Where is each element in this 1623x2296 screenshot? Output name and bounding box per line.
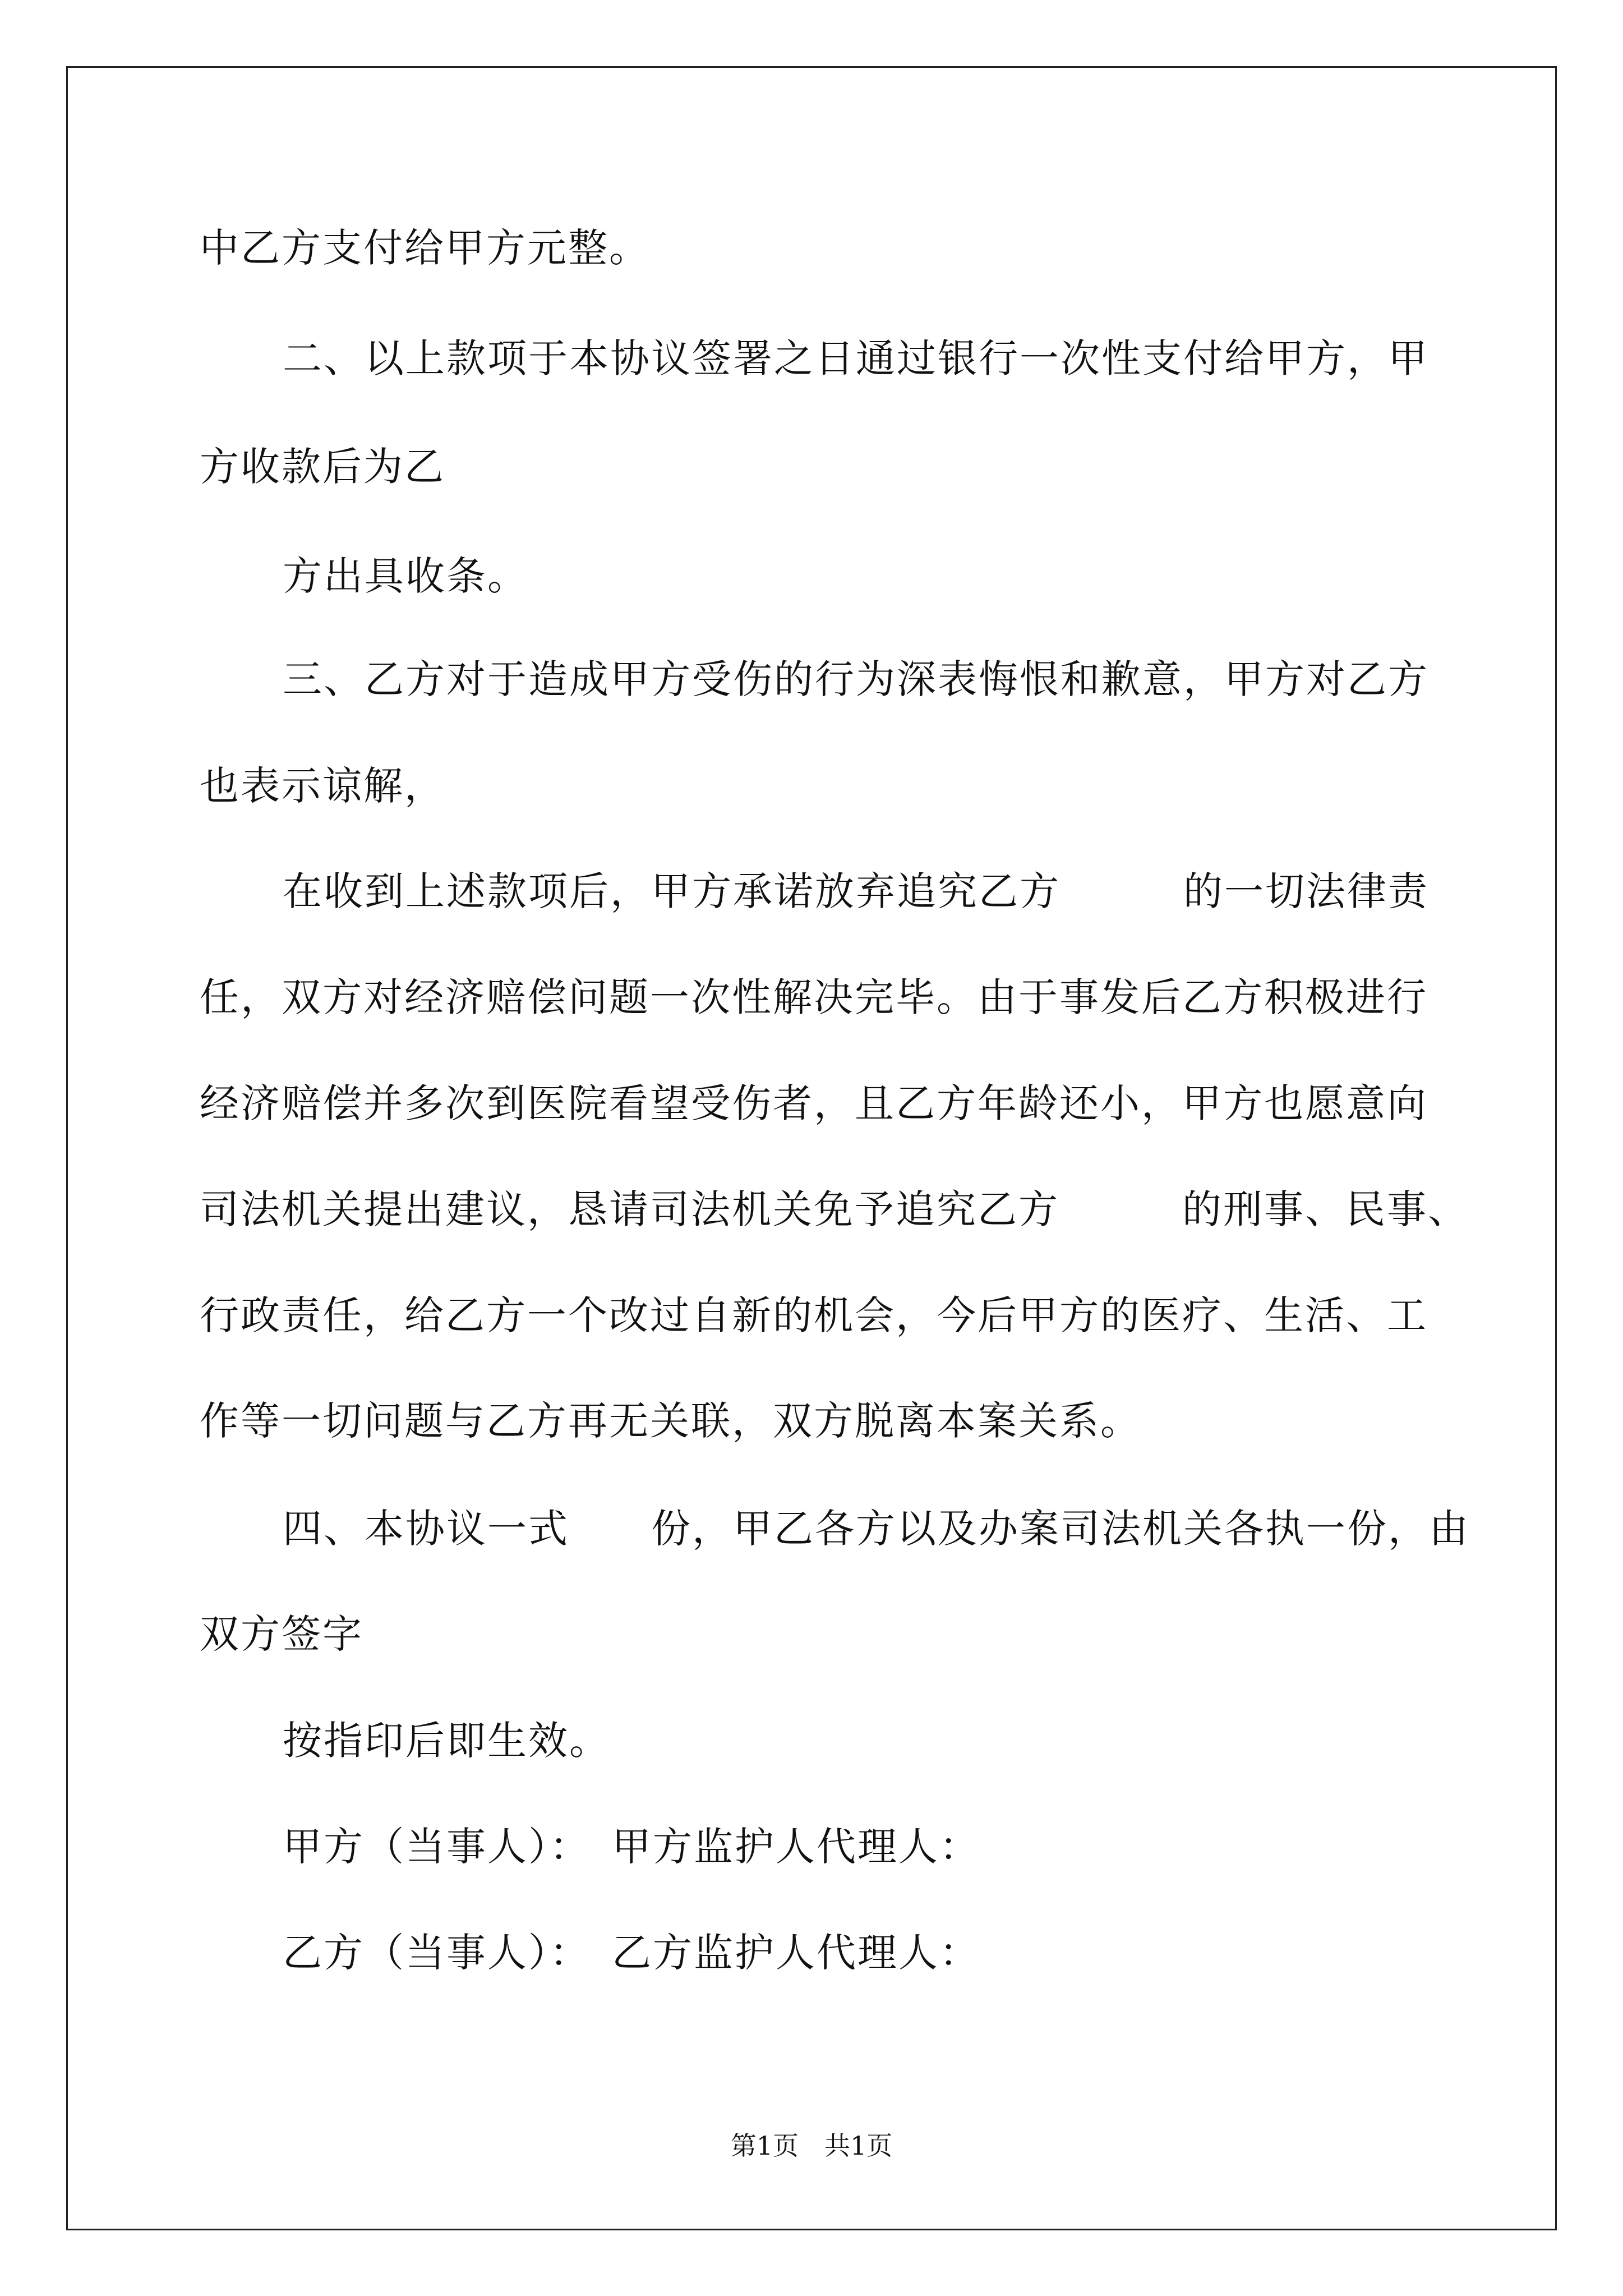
paragraph-line: 行政责任，给乙方一个改过自新的机会，今后甲方的医疗、生活、工 bbox=[200, 1292, 1428, 1338]
paragraph-line: 也表示谅解， bbox=[200, 763, 445, 809]
paragraph-line: 中乙方支付给甲方元整。 bbox=[200, 225, 650, 271]
page-border bbox=[66, 66, 1557, 2230]
page-number-footer: 第1页 共1页 bbox=[730, 2131, 893, 2161]
paragraph-line: 司法机关提出建议，恳请司法机关免予追究乙方 的刑事、民事、 bbox=[200, 1186, 1469, 1232]
paragraph-line: 三、乙方对于造成甲方受伤的行为深表悔恨和歉意，甲方对乙方 bbox=[283, 656, 1429, 702]
paragraph-line: 方收款后为乙 bbox=[200, 444, 445, 490]
signature-line-party-a: 甲方（当事人）： 甲方监护人代理人： bbox=[283, 1824, 980, 1870]
paragraph-line: 按指印后即生效。 bbox=[283, 1718, 610, 1764]
paragraph-line: 在收到上述款项后，甲方承诺放弃追究乙方 的一切法律责 bbox=[283, 868, 1429, 914]
paragraph-line: 二、以上款项于本协议签署之日通过银行一次性支付给甲方，甲 bbox=[283, 335, 1429, 381]
paragraph-line: 方出具收条。 bbox=[283, 553, 528, 599]
paragraph-line: 作等一切问题与乙方再无关联，双方脱离本案关系。 bbox=[200, 1398, 1141, 1444]
paragraph-line: 四、本协议一式 份，甲乙各方以及办案司法机关各执一份，由 bbox=[283, 1506, 1470, 1552]
signature-line-party-b: 乙方（当事人）： 乙方监护人代理人： bbox=[283, 1930, 980, 1976]
paragraph-line: 任，双方对经济赔偿问题一次性解决完毕。由于事发后乙方积极进行 bbox=[200, 974, 1428, 1020]
paragraph-line: 经济赔偿并多次到医院看望受伤者，且乙方年龄还小，甲方也愿意向 bbox=[200, 1080, 1428, 1126]
paragraph-line: 双方签字 bbox=[200, 1611, 363, 1657]
